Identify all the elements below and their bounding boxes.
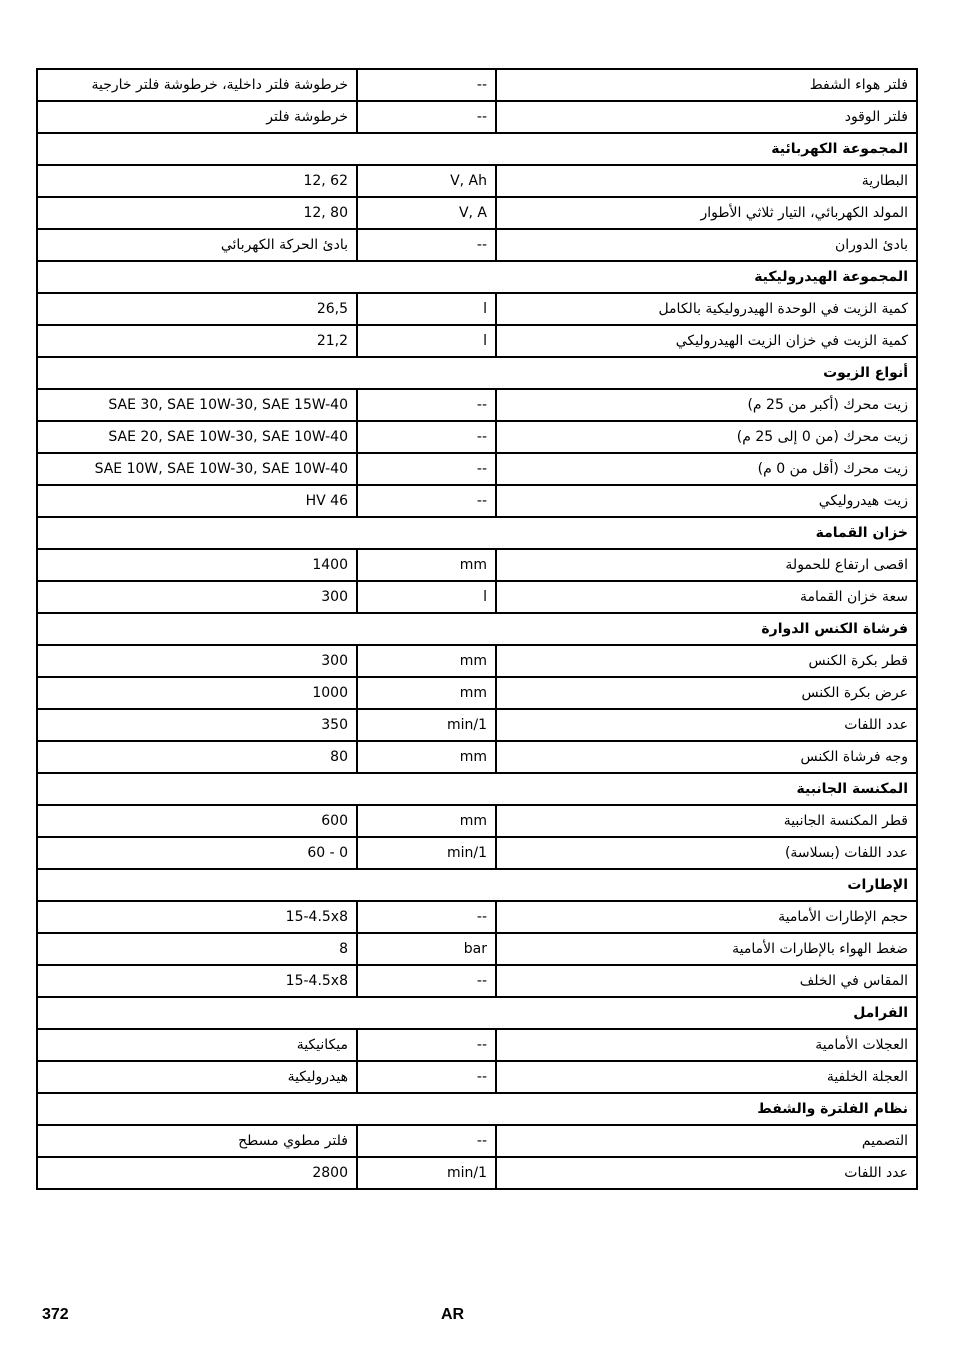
spec-value: 80 — [37, 741, 357, 773]
spec-row — [37, 549, 917, 581]
spec-name: وجه فرشاة الكنس — [496, 741, 917, 773]
spec-row — [37, 709, 917, 741]
spec-name: كمية الزيت في الوحدة الهيدروليكية بالكامل — [496, 293, 917, 325]
section-header-row — [37, 997, 917, 1029]
spec-name: اقصى ارتفاع للحمولة — [496, 549, 917, 581]
section-header-row — [37, 773, 917, 805]
spec-row — [37, 453, 917, 485]
spec-row — [37, 293, 917, 325]
section-header-row — [37, 869, 917, 901]
spec-unit: -- — [357, 69, 496, 101]
section-title: الإطارات — [37, 869, 917, 901]
spec-name: ضغط الهواء بالإطارات الأمامية — [496, 933, 917, 965]
spec-row — [37, 485, 917, 517]
spec-row — [37, 1061, 917, 1093]
spec-row — [37, 1125, 917, 1157]
spec-unit: -- — [357, 965, 496, 997]
spec-unit: l — [357, 293, 496, 325]
spec-value: 600 — [37, 805, 357, 837]
spec-unit: mm — [357, 805, 496, 837]
spec-value: HV 46 — [37, 485, 357, 517]
spec-unit: -- — [357, 453, 496, 485]
spec-name: بادئ الدوران — [496, 229, 917, 261]
section-header-row — [37, 261, 917, 293]
spec-row — [37, 197, 917, 229]
spec-unit: -- — [357, 1029, 496, 1061]
spec-table-body — [37, 69, 917, 1189]
spec-name: قطر المكنسة الجانبية — [496, 805, 917, 837]
spec-row — [37, 837, 917, 869]
spec-unit: mm — [357, 741, 496, 773]
spec-value: هيدروليكية — [37, 1061, 357, 1093]
spec-unit: mm — [357, 549, 496, 581]
spec-unit: -- — [357, 901, 496, 933]
spec-row — [37, 229, 917, 261]
spec-unit: bar — [357, 933, 496, 965]
language-code: AR — [441, 1306, 465, 1323]
spec-unit: -- — [357, 229, 496, 261]
spec-value: 8 — [37, 933, 357, 965]
spec-row — [37, 901, 917, 933]
spec-value: خرطوشة فلتر — [37, 101, 357, 133]
spec-row — [37, 325, 917, 357]
spec-unit: -- — [357, 1061, 496, 1093]
spec-unit: mm — [357, 645, 496, 677]
spec-name: المقاس في الخلف — [496, 965, 917, 997]
spec-name: العجلة الخلفية — [496, 1061, 917, 1093]
spec-name: البطارية — [496, 165, 917, 197]
spec-value: 60 - 0 — [37, 837, 357, 869]
spec-name: قطر بكرة الكنس — [496, 645, 917, 677]
spec-unit: l — [357, 325, 496, 357]
spec-row — [37, 165, 917, 197]
spec-unit: -- — [357, 389, 496, 421]
spec-unit: V, A — [357, 197, 496, 229]
section-title: المكنسة الجانبية — [37, 773, 917, 805]
spec-row — [37, 581, 917, 613]
section-header-row — [37, 133, 917, 165]
spec-name: المولد الكهربائي، التيار ثلاثي الأطوار — [496, 197, 917, 229]
section-header-row — [37, 613, 917, 645]
spec-row — [37, 389, 917, 421]
spec-unit: -- — [357, 421, 496, 453]
spec-row — [37, 805, 917, 837]
section-title: خزان القمامة — [37, 517, 917, 549]
spec-value: 2800 — [37, 1157, 357, 1189]
spec-row — [37, 1157, 917, 1189]
spec-unit: -- — [357, 1125, 496, 1157]
spec-name: عدد اللفات (بسلاسة) — [496, 837, 917, 869]
spec-value: 300 — [37, 645, 357, 677]
spec-value: خرطوشة فلتر داخلية، خرطوشة فلتر خارجية — [37, 69, 357, 101]
section-title: نظام الفلترة والشفط — [37, 1093, 917, 1125]
spec-value: 300 — [37, 581, 357, 613]
spec-name: عدد اللفات — [496, 1157, 917, 1189]
spec-row — [37, 965, 917, 997]
spec-value: 26,5 — [37, 293, 357, 325]
spec-value: بادئ الحركة الكهربائي — [37, 229, 357, 261]
spec-name: زيت هيدروليكي — [496, 485, 917, 517]
spec-unit: min/1 — [357, 709, 496, 741]
spec-value: ميكانيكية — [37, 1029, 357, 1061]
spec-name: عدد اللفات — [496, 709, 917, 741]
spec-table — [36, 68, 918, 1190]
spec-name: عرض بكرة الكنس — [496, 677, 917, 709]
section-title: المجموعة الكهربائية — [37, 133, 917, 165]
section-header-row — [37, 1093, 917, 1125]
spec-name: كمية الزيت في خزان الزيت الهيدروليكي — [496, 325, 917, 357]
spec-row — [37, 421, 917, 453]
spec-unit: mm — [357, 677, 496, 709]
section-title: فرشاة الكنس الدوارة — [37, 613, 917, 645]
spec-unit: V, Ah — [357, 165, 496, 197]
spec-value: SAE 30, SAE 10W-30, SAE 15W-40 — [37, 389, 357, 421]
section-header-row — [37, 517, 917, 549]
page-number: 372 — [42, 1306, 69, 1323]
spec-name: زيت محرك (أكبر من 25 م) — [496, 389, 917, 421]
spec-name: العجلات الأمامية — [496, 1029, 917, 1061]
spec-name: سعة خزان القمامة — [496, 581, 917, 613]
spec-value: 1400 — [37, 549, 357, 581]
spec-row — [37, 69, 917, 101]
spec-row — [37, 101, 917, 133]
spec-unit: min/1 — [357, 1157, 496, 1189]
spec-value: 15-4.5x8 — [37, 965, 357, 997]
spec-value: 12, 80 — [37, 197, 357, 229]
spec-value: 350 — [37, 709, 357, 741]
spec-row — [37, 677, 917, 709]
spec-name: فلتر الوقود — [496, 101, 917, 133]
spec-name: فلتر هواء الشفط — [496, 69, 917, 101]
spec-name: زيت محرك (أقل من 0 م) — [496, 453, 917, 485]
spec-name: حجم الإطارات الأمامية — [496, 901, 917, 933]
section-title: المجموعة الهيدروليكية — [37, 261, 917, 293]
spec-value: 15-4.5x8 — [37, 901, 357, 933]
spec-row — [37, 741, 917, 773]
spec-value: 21,2 — [37, 325, 357, 357]
spec-row — [37, 1029, 917, 1061]
spec-value: SAE 20, SAE 10W-30, SAE 10W-40 — [37, 421, 357, 453]
spec-unit: min/1 — [357, 837, 496, 869]
section-title: أنواع الزيوت — [37, 357, 917, 389]
spec-value: SAE 10W, SAE 10W-30, SAE 10W-40 — [37, 453, 357, 485]
spec-name: زيت محرك (من 0 إلى 25 م) — [496, 421, 917, 453]
section-header-row — [37, 357, 917, 389]
spec-row — [37, 933, 917, 965]
spec-unit: l — [357, 581, 496, 613]
spec-row — [37, 645, 917, 677]
section-title: الفرامل — [37, 997, 917, 1029]
spec-value: 1000 — [37, 677, 357, 709]
spec-unit: -- — [357, 485, 496, 517]
spec-unit: -- — [357, 101, 496, 133]
spec-name: التصميم — [496, 1125, 917, 1157]
spec-value: فلتر مطوي مسطح — [37, 1125, 357, 1157]
spec-value: 12, 62 — [37, 165, 357, 197]
